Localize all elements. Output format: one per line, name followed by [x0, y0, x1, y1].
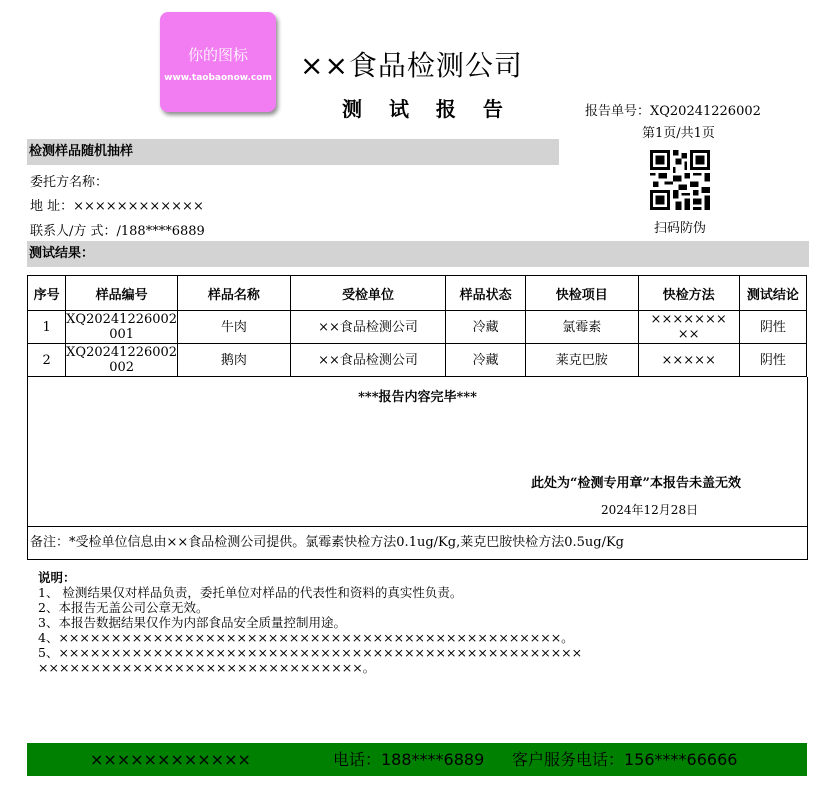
- col-header: 快检方法: [638, 276, 739, 311]
- cell-sample-name: 鹅肉: [178, 344, 291, 377]
- report-end-text: ***报告内容完毕***: [358, 390, 477, 405]
- cell-inspected-unit: ××食品检测公司: [290, 311, 445, 344]
- note-item: 1、 检测结果仅对样品负责，委托单位对样品的代表性和资料的真实性负责。: [38, 585, 463, 600]
- remark: 备注：*受检单位信息由××食品检测公司提供。氯霉素快检方法0.1ug/Kg,莱克巴胺快检方法0.5ug/Kg: [27, 527, 808, 560]
- note-item: 2、本报告无盖公司公章无效。: [38, 600, 209, 615]
- col-header: 样品状态: [446, 276, 526, 311]
- table-row: [28, 344, 807, 377]
- col-header: 快检项目: [525, 276, 638, 311]
- col-header: 测试结论: [739, 276, 806, 311]
- cell-test-item: 氯霉素: [525, 311, 638, 344]
- cell-index: 1: [28, 311, 66, 344]
- report-number: 报告单号：XQ20241226002: [585, 104, 761, 119]
- seal-note: 此处为“检测专用章”本报告未盖无效: [531, 476, 741, 491]
- cell-sample-id: XQ20241226002 002: [66, 345, 178, 375]
- cell-test-method: ×××××: [638, 344, 739, 377]
- col-header: 样品编号: [66, 276, 178, 311]
- note-item: 3、本报告数据结果仅作为内部食品安全质量控制用途。: [38, 615, 346, 630]
- company-name: ××食品检测公司: [300, 49, 523, 82]
- client-name-label: 委托方名称：: [30, 175, 109, 190]
- col-header: 受检单位: [290, 276, 445, 311]
- cell-test-method: ××××××× ××: [638, 311, 739, 344]
- cell-test-item: 莱克巴胺: [525, 344, 638, 377]
- cell-sample-id: XQ20241226002 001: [66, 312, 178, 342]
- sample-section-title: 检测样品随机抽样: [27, 139, 559, 165]
- company-logo: [160, 12, 276, 112]
- cell-conclusion: 阴性: [739, 311, 806, 344]
- col-header: 序号: [28, 276, 66, 311]
- col-header: 样品名称: [178, 276, 291, 311]
- notes-title: 说明：: [38, 570, 76, 585]
- cell-index: 2: [28, 344, 66, 377]
- footer-service-phone: 客户服务电话：156****66666: [512, 750, 738, 769]
- footer-phone: 电话：188****6889: [333, 750, 485, 769]
- logo-url: www.taobaonow.com: [164, 73, 272, 83]
- footer-bar: [27, 743, 807, 776]
- cell-inspected-unit: ××食品检测公司: [290, 344, 445, 377]
- cell-conclusion: 阴性: [739, 344, 806, 377]
- results-section-title: 测试结果：: [27, 241, 809, 267]
- table-header-row: [28, 276, 807, 311]
- footer-placeholder: ××××××××××××: [90, 750, 251, 769]
- client-contact: 联系人/方 式：/188****6889: [30, 224, 205, 239]
- cell-sample-state: 冷藏: [446, 344, 526, 377]
- note-item: 4、××××××××××××××××××××××××××××××××××××××××××××××××。: [38, 630, 574, 645]
- qr-label: 扫码防伪: [654, 221, 707, 236]
- qr-code-icon: [650, 150, 710, 210]
- note-item: 5、××××××××××××××××××××××××××××××××××××××××××××××××××: [38, 645, 583, 660]
- table-row: [28, 311, 807, 344]
- report-body: [27, 377, 808, 527]
- results-table: [27, 275, 807, 377]
- logo-text: 你的图标: [187, 46, 248, 64]
- cell-sample-state: 冷藏: [446, 311, 526, 344]
- note-item: ×××××××××××××××××××××××××××××××。: [38, 660, 376, 675]
- page-indicator: 第1页/共1页: [642, 126, 715, 141]
- client-address: 地 址：××××××××××××: [30, 199, 204, 214]
- report-date: 2024年12月28日: [601, 503, 699, 517]
- report-title: 测 试 报 告: [342, 97, 513, 121]
- notes: [38, 570, 582, 675]
- cell-sample-name: 牛肉: [178, 311, 291, 344]
